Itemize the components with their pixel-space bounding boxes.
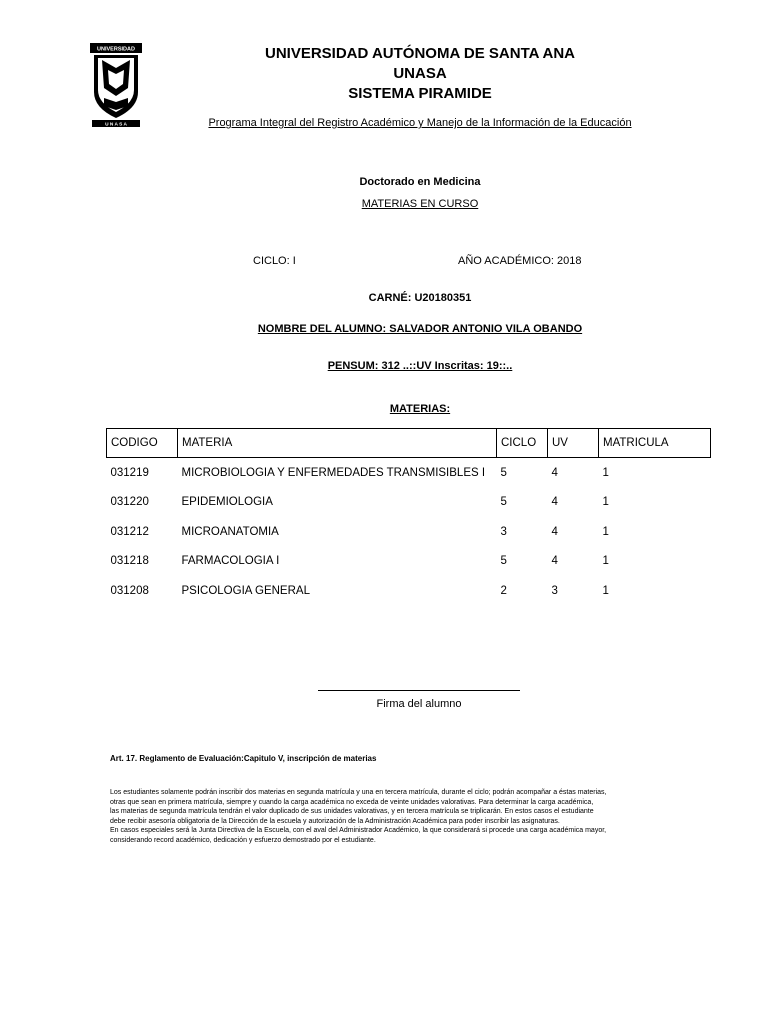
col-ciclo: CICLO xyxy=(497,429,548,458)
cell-codigo: 031220 xyxy=(110,496,149,509)
cell-codigo: 031218 xyxy=(110,555,149,568)
table-row xyxy=(107,517,711,547)
col-matricula: MATRICULA xyxy=(599,429,711,458)
article-line: debe recibir asesoría obligatoria de la Dirección de la escuela y autorización de la Administración Académica para poder inscribir las asignaturas. xyxy=(110,817,560,825)
col-materia: MATERIA xyxy=(178,429,497,458)
cell-materia: FARMACOLOGIA I xyxy=(181,555,280,568)
cell-materia: MICROBIOLOGIA Y ENFERMEDADES TRANSMISIBLES I xyxy=(181,466,486,479)
materias-heading: MATERIAS: xyxy=(389,403,451,415)
cell-codigo: 031212 xyxy=(110,525,149,538)
cell-ciclo: 3 xyxy=(500,525,507,538)
svg-text:UNIVERSIDAD: UNIVERSIDAD xyxy=(97,46,135,53)
cell-matricula: 1 xyxy=(602,525,609,538)
cell-matricula: 1 xyxy=(602,496,609,509)
svg-text:U N A S A: U N A S A xyxy=(105,122,127,128)
article-line: otras que sean en primera matrícula, siempre y cuando la carga académica no exceda de veinte unidades valorativas. Para determinar la carga académica, xyxy=(110,798,594,806)
cell-ciclo: 5 xyxy=(500,555,507,568)
cell-materia: MICROANATOMIA xyxy=(181,525,279,538)
article-line: En casos especiales será la Junta Directiva de la Escuela, con el aval del Administrador Académico, la que considerará si procede una carga académica mayor, xyxy=(110,827,607,834)
cell-codigo: 031208 xyxy=(110,584,149,597)
cell-materia: EPIDEMIOLOGIA xyxy=(181,496,273,509)
article-line: las materias de segunda matrícula tendrán el valor duplicado de sus unidades valorativas, y en tercera matrícula se triplicarán. En estos casos el estudiante xyxy=(110,808,594,815)
cell-matricula: 1 xyxy=(602,555,609,568)
cell-codigo: 031219 xyxy=(110,466,149,479)
cell-uv: 4 xyxy=(551,525,558,538)
program-subtitle: Programa Integral del Registro Académico y Manejo de la Información de la Educación xyxy=(208,117,632,129)
table-row xyxy=(107,547,711,577)
cell-uv: 4 xyxy=(551,496,558,509)
table-row xyxy=(107,576,711,606)
signature-label: Firma del alumno xyxy=(376,698,462,710)
article-title: Art. 17. Reglamento de Evaluación:Capitulo V, inscripción de materias xyxy=(110,754,377,763)
cell-ciclo: 5 xyxy=(500,496,507,509)
report-title: MATERIAS EN CURSO xyxy=(361,198,479,210)
table-row xyxy=(107,488,711,518)
article-text xyxy=(110,788,700,845)
table-row xyxy=(107,458,711,488)
university-logo xyxy=(88,40,144,128)
cell-materia: PSICOLOGIA GENERAL xyxy=(181,584,310,597)
student-id: CARNÉ: U20180351 xyxy=(368,292,472,304)
col-codigo: CODIGO xyxy=(107,429,178,458)
system-name: SISTEMA PIRAMIDE xyxy=(348,85,492,102)
university-name: UNIVERSIDAD AUTÓNOMA DE SANTA ANA xyxy=(265,45,575,62)
article-line: considerando record académico, dedicación y esfuerzo demostrado por el estudiante. xyxy=(110,836,376,844)
subjects-table xyxy=(106,428,711,606)
pensum-info: PENSUM: 312 ..::UV Inscritas: 19::.. xyxy=(327,360,513,372)
academic-year: AÑO ACADÉMICO: 2018 xyxy=(458,255,582,267)
cell-ciclo: 2 xyxy=(500,584,507,597)
student-name: NOMBRE DEL ALUMNO: SALVADOR ANTONIO VILA OBANDO xyxy=(257,323,583,335)
cycle-label: CICLO: I xyxy=(253,255,296,267)
cell-ciclo: 5 xyxy=(500,466,507,479)
table-header-row xyxy=(107,429,711,458)
cell-matricula: 1 xyxy=(602,466,609,479)
signature-line xyxy=(318,690,520,691)
cell-matricula: 1 xyxy=(602,584,609,597)
university-acronym: UNASA xyxy=(393,65,447,82)
cell-uv: 3 xyxy=(551,584,558,597)
cell-uv: 4 xyxy=(551,466,558,479)
cell-uv: 4 xyxy=(551,555,558,568)
article-line: Los estudiantes solamente podrán inscribir dos materias en segunda matrícula y una en tercera matrícula, durante el ciclo; podrán acompañar a éstas materias, xyxy=(110,789,607,796)
career-name: Doctorado en Medicina xyxy=(359,176,481,188)
col-uv: UV xyxy=(548,429,599,458)
